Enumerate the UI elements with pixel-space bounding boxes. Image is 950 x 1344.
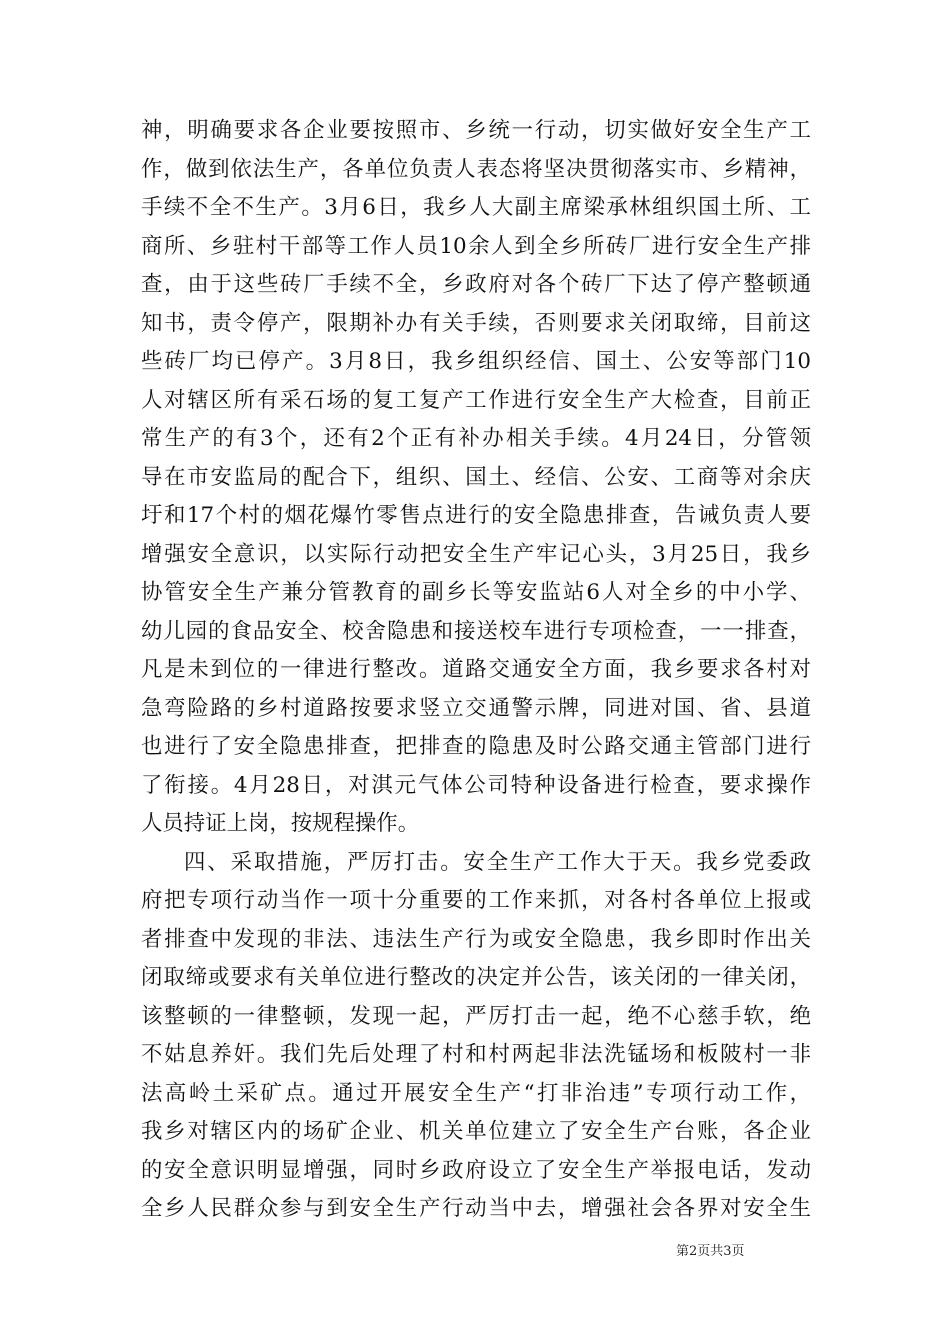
page-number-footer: 第2页共3页 bbox=[676, 1244, 745, 1259]
text-line: 我乡对辖区内的场矿企业、机关单位建立了安全生产台账，各企业 bbox=[141, 1119, 811, 1144]
text-line: 府把专项行动当作一项十分重要的工作来抓，对各村各单位上报或 bbox=[141, 888, 811, 913]
text-line: 神，明确要求各企业要按照市、乡统一行动，切实做好安全生产工 bbox=[141, 118, 811, 143]
text-line: 的安全意识明显增强，同时乡政府设立了安全生产举报电话，发动 bbox=[141, 1157, 811, 1183]
text-line: 常生产的有3个，还有2个正有补办相关手续。4月24日，分管领 bbox=[141, 426, 811, 451]
text-line: 急弯险路的乡村道路按要求竖立交通警示牌，同进对国、省、县道 bbox=[141, 695, 811, 721]
text-line: 知书，责令停产，限期补办有关手续，否则要求关闭取缔，目前这 bbox=[141, 310, 811, 336]
text-line: 协管安全生产兼分管教育的副乡长等安监站6人对全乡的中小学、 bbox=[141, 580, 811, 605]
text-line: 法高岭土采矿点。通过开展安全生产“打非治违”专项行动工作， bbox=[141, 1080, 811, 1106]
text-line: 手续不全不生产。3月6日，我乡人大副主席梁承林组织国土所、工 bbox=[141, 195, 811, 220]
text-line: 圩和17个村的烟花爆竹零售点进行的安全隐患排查，告诫负责人要 bbox=[141, 503, 811, 528]
body-text bbox=[141, 112, 811, 1229]
text-line: 全乡人民群众参与到安全生产行动当中去，增强社会各界对安全生 bbox=[141, 1196, 811, 1221]
text-line: 幼儿园的食品安全、校舍隐患和接送校车进行专项检查，一一排查， bbox=[141, 618, 811, 644]
text-line: 闭取缔或要求有关单位进行整改的决定并公告，该关闭的一律关闭， bbox=[141, 965, 811, 990]
text-line: 不姑息养奸。我们先后处理了村和村两起非法洗锰场和板陂村一非 bbox=[141, 1042, 811, 1067]
text-line: 者排查中发现的非法、违法生产行为或安全隐患，我乡即时作出关 bbox=[141, 926, 811, 952]
paragraph-start-line: 四、采取措施，严厉打击。安全生产工作大于天。我乡党委政 bbox=[184, 849, 811, 875]
text-line: 人对辖区所有采石场的复工复产工作进行安全生产大检查，目前正 bbox=[141, 387, 811, 413]
text-line: 导在市安监局的配合下，组织、国土、经信、公安、工商等对余庆 bbox=[141, 464, 811, 490]
text-line: 增强安全意识，以实际行动把安全生产牢记心头，3月25日，我乡 bbox=[141, 541, 811, 567]
text-line: 了衔接。4月28日，对淇元气体公司特种设备进行检查，要求操作 bbox=[141, 772, 811, 798]
text-line: 该整顿的一律整顿，发现一起，严厉打击一起，绝不心慈手软，绝 bbox=[141, 1003, 811, 1029]
text-line: 作，做到依法生产，各单位负责人表态将坚决贯彻落实市、乡精神， bbox=[141, 156, 811, 182]
text-line: 商所、乡驻村干部等工作人员10余人到全乡所砖厂进行安全生产排 bbox=[141, 233, 811, 259]
text-line: 些砖厂均已停产。3月8日，我乡组织经信、国土、公安等部门10 bbox=[141, 349, 811, 374]
paragraph-end-line: 人员持证上岗，按规程操作。 bbox=[141, 811, 420, 836]
text-line: 凡是未到位的一律进行整改。道路交通安全方面，我乡要求各村对 bbox=[141, 657, 811, 682]
text-line: 查，由于这些砖厂手续不全，乡政府对各个砖厂下达了停产整顿通 bbox=[141, 272, 811, 297]
text-line: 也进行了安全隐患排查，把排查的隐患及时公路交通主管部门进行 bbox=[141, 734, 811, 759]
